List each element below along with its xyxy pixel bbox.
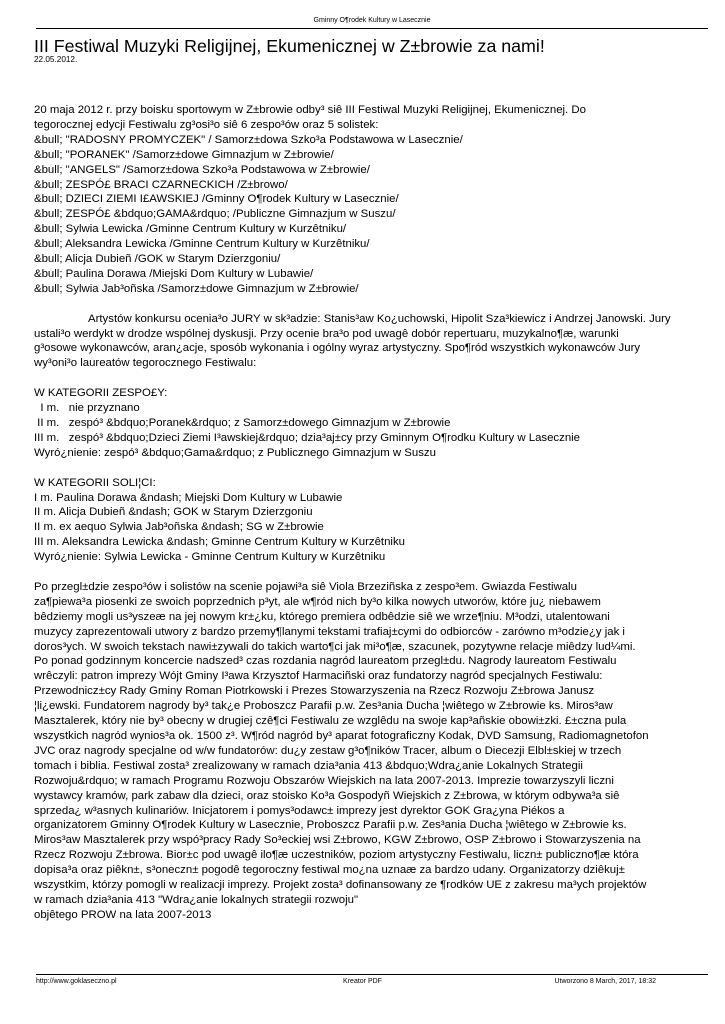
participant-item: &bull; ZESPÓ£ BRACI CZARNECKICH /Z±browo/ <box>34 178 288 191</box>
summary-line: wszystkim, którzy pomogli w realizacji imprezy. Projekt zosta³ dofinansowany ze ¶rodków UE z zakresu ma³ych projektów <box>34 879 647 892</box>
soloists-result: Wyró¿nienie: Sylwia Lewicka - Gminne Centrum Kultury w Kurzêtniku <box>34 551 386 564</box>
summary-line: muzycy zaprezentowali utwory z bardzo przemy¶lanymi tekstami trafiaj±cymi do odbiorców - zarówno m³odzie¿y jak i <box>34 625 625 638</box>
paragraph-gap <box>34 371 724 386</box>
summary-line: tomach i biblia. Festiwal zosta³ zrealizowany w ramach dzia³ania 413 &bdquo;Wdra¿anie Lokalnych Strategii <box>34 759 583 772</box>
summary-line: sprzeda¿ w³asnych kulinariów. Inicjatorem i pomys³odawc± imprezy jest dyrektor GOK Gra¿yna Piékos a <box>34 804 565 817</box>
participant-item: &bull; "PORANEK" /Samorz±dowe Gimnazjum w Z±browie/ <box>34 148 334 161</box>
summary-line: w ramach dzia³ania 413 "Wdra¿anie lokalnych strategii rozwoju" <box>34 893 359 906</box>
groups-result: I m. nie przyznano <box>34 402 140 415</box>
summary-line: objêtego PROW na lata 2007-2013 <box>34 908 212 921</box>
summary-line: ¦li¿ewski. Fundatorem nagrody by³ tak¿e Proboszcz Parafii p.w. Zes³ania Ducha ¦wiêtego w Z±browie ks. Miros³aw <box>34 700 613 713</box>
summary-line: JVC oraz nagrody specjalne od w/w fundatorów: du¿y zestaw g³o¶ników Tracer, album o Diecezji Elbl±skiej w trzech <box>34 744 622 757</box>
participant-item: &bull; Aleksandra Lewicka /Gminne Centrum Kultury w Kurzêtniku/ <box>34 238 370 251</box>
jury-line: ustali³o werdykt w drodze wspólnej dyskusji. Przy ocenie bra³o pod uwagê dobór repertuaru, muzykalno¶æ, warunki <box>34 327 619 340</box>
summary-line: Masztalerek, który nie by³ obecny w drugiej czê¶ci Festiwalu ze wzglêdu na swoje kap³añskie obowi±zki. £±czna pula <box>34 715 627 728</box>
footer-generator: Kreator PDF <box>343 978 382 985</box>
paragraph-gap <box>34 461 724 476</box>
participant-item: &bull; Sylwia Jab³oñska /Samorz±dowe Gimnazjum w Z±browie/ <box>34 282 359 295</box>
groups-heading: W KATEGORII ZESPO£Y: <box>34 387 168 400</box>
paragraph-gap <box>34 565 724 580</box>
jury-line: wy³oni³o laureatów tegorocznego Festiwalu: <box>34 357 257 370</box>
soloists-result: II m. Alicja Dubieñ &ndash; GOK w Starym Dzierzgoniu <box>34 506 313 519</box>
summary-line: wszystkich nagród wynios³a ok. 1500 z³. W¶ród nagród by³ aparat fotograficzny Kodak, DVD Samsung, Radiomagnetofon <box>34 730 649 742</box>
groups-result: II m. zespó³ &bdquo;Poranek&rdquo; z Samorz±dowego Gimnazjum w Z±browie <box>34 417 451 429</box>
summary-line: doros³ych. W swoich tekstach nawi±zywali do takich warto¶ci jak mi³o¶æ, szacunek, pozytywne relacje miêdzy lud¼mi. <box>34 640 636 653</box>
footer-url: http://www.goklaseczno.pl <box>36 978 117 985</box>
footer-divider <box>36 974 708 975</box>
participant-item: &bull; DZIECI ZIEMI I£AWSKIEJ /Gminny O¶rodek Kultury w Lasecznie/ <box>34 193 399 206</box>
participant-item: &bull; Alicja Dubieñ /GOK w Starym Dzierzgoniu/ <box>34 253 281 266</box>
intro-line: tegorocznej edycji Festiwalu zg³osi³o siê 6 zespo³ów oraz 5 solistek: <box>34 118 379 131</box>
intro-line: 20 maja 2012 r. przy boisku sportowym w Z±browie odby³ siê III Festiwal Muzyki Religijnej, Ekumenicznej. Do <box>34 104 586 116</box>
participant-item: &bull; Paulina Dorawa /Miejski Dom Kultury w Lubawie/ <box>34 267 314 280</box>
soloists-result: I m. Paulina Dorawa &ndash; Miejski Dom Kultury w Lubawie <box>34 491 343 504</box>
article-title: III Festiwal Muzyki Religijnej, Ekumenicznej w Z±browie za nami! <box>34 36 545 56</box>
summary-line: Po ponad godzinnym koncercie nadszed³ czas rozdania nagród laureatom przegl±du. Nagrody laureatom Festiwalu <box>34 655 617 668</box>
summary-line: wystawcy kramów, park zabaw dla dzieci, oraz stoisko Ko³a Gospodyñ Wiejskich z Z±browa, w którym odbywa³a siê <box>34 789 620 802</box>
article-date: 22.05.2012. <box>34 55 78 64</box>
summary-line: za¶piewa³a piosenki ze swoich poprzednich p³yt, ale w¶ród nich by³o kilka nowych utworów, które ju¿ niebawem <box>34 595 601 608</box>
soloists-result: II m. ex aequo Sylwia Jab³oñska &ndash; SG w Z±browie <box>34 521 324 534</box>
summary-line: Przewodnicz±cy Rady Gminy Roman Piotrkowski i Prezes Stowarzyszenia na Rzecz Rozwoju Z±browa Janusz <box>34 685 595 698</box>
participant-item: &bull; Sylwia Lewicka /Gminne Centrum Kultury w Kurzêtniku/ <box>34 223 347 236</box>
paragraph-gap <box>34 297 724 312</box>
summary-line: wrêczyli: patron imprezy Wójt Gminy I³awa Krzysztof Harmaciñski oraz fundatorzy nagród specjalnych Festiwalu: <box>34 670 603 683</box>
participant-item: &bull; "ANGELS" /Samorz±dowa Szko³a Podstawowa w Z±browie/ <box>34 163 370 176</box>
soloists-heading: W KATEGORII SOLI¦CI: <box>34 476 156 489</box>
header-divider <box>36 28 708 29</box>
participant-item: &bull; ZESPÓ£ &bdquo;GAMA&rdquo; /Publiczne Gimnazjum w Suszu/ <box>34 208 396 221</box>
summary-line: organizatorem Gminny O¶rodek Kultury w Lasecznie, Proboszcz Parafii p.w. Zes³ania Ducha ¦wiêtego w Z±browie ks. <box>34 819 627 832</box>
participant-item: &bull; "RADOSNY PROMYCZEK" / Samorz±dowa Szko³a Podstawowa w Lasecznie/ <box>34 133 463 146</box>
page-header: Gminny O¶rodek Kultury w Lasecznie <box>313 17 431 24</box>
summary-line: dopisa³a oraz piêkn±, s³oneczn± pogodê tegoroczny festiwal mo¿na uznaæ za bardzo udany. Organizatorzy dziêkuj± <box>34 864 625 877</box>
groups-result: III m. zespó³ &bdquo;Dzieci Ziemi I³awskiej&rdquo; dzia³aj±cy przy Gminnym O¶rodku Kultury w Lasecznie <box>34 431 581 444</box>
jury-line: Artystów konkursu ocenia³o JURY w sk³adzie: Stanis³aw Ko¿uchowski, Hipolit Sza³kiewicz i Andrzej Janowski. Jury <box>88 312 671 325</box>
summary-line: bêdziemy mogli us³yszeæ na jej nowym kr±¿ku, którego premiera odbêdzie siê we wrze¶niu. M³odzi, utalentowani <box>34 610 610 623</box>
jury-line: g³osowe wykonawców, aran¿acje, sposób wykonania i ogólny wyraz artystyczny. Spo¶ród wszystkich wykonawców Jury <box>34 342 641 355</box>
soloists-result: III m. Aleksandra Lewicka &ndash; Gminne Centrum Kultury w Kurzêtniku <box>34 536 405 549</box>
footer-created: Utworzono 8 March, 2017, 18:32 <box>554 978 656 985</box>
summary-line: Rzecz Rozwoju Z±browa. Bior±c pod uwagê ilo¶æ uczestników, poziom artystyczny Festiwalu, liczn± publiczno¶æ która <box>34 849 639 862</box>
groups-result: Wyró¿nienie: zespó³ &bdquo;Gama&rdquo; z Publicznego Gimnazjum w Suszu <box>34 446 436 459</box>
article-body <box>34 103 724 923</box>
summary-line: Rozwoju&rdquo; w ramach Programu Rozwoju Obszarów Wiejskich na lata 2007-2013. Imprezie towarzyszyli liczni <box>34 774 614 787</box>
summary-line: Miros³aw Masztalerek przy wspó³pracy Rady So³eckiej wsi Z±browo, KGW Z±browo, OSP Z±browo i Stowarzyszenia na <box>34 834 641 847</box>
summary-line: Po przegl±dzie zespo³ów i solistów na scenie pojawi³a siê Viola Brzeziñska z zespo³em. Gwiazda Festiwalu <box>34 580 577 593</box>
